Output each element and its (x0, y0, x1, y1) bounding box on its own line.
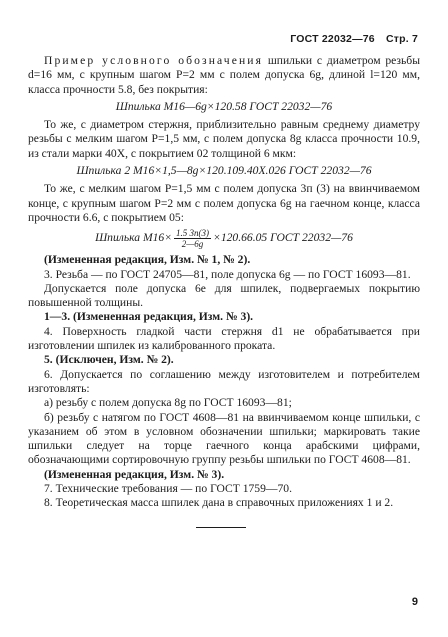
end-rule-divider (196, 527, 246, 528)
page-number: 9 (411, 596, 418, 608)
formula-3 (28, 228, 420, 249)
list-item-a: а) резьбу с полем допуска 8g по ГОСТ 16093—81; (44, 396, 292, 410)
list-item-b: б) резьбу с натягом по ГОСТ 4608—81 на ввинчиваемом конце шпильки, с указанием об этом в условном обозначении шпильки; маркировать такие шпильки следует на торце гаечного конца арабскими цифрами, обозначающими сортировочную группу резьбы шпильки по ГОСТ 4608—81. (28, 410, 420, 467)
amendment-note-3: (Измененная редакция, Изм. № 3). (44, 467, 225, 481)
formula-3-end: ×120.66.05 ГОСТ 22032—76 (213, 231, 353, 245)
formula-1: Шпилька M16—6g×120.58 ГОСТ 22032—76 (115, 99, 333, 113)
amendment-note-2: 1—3. (Измененная редакция, Изм. № 3). (44, 310, 254, 324)
paragraph-3: То же, с мелким шагом P=1,5 мм с полем допуска 3п (3) на ввинчиваемом конце, с крупным шагом P=2 мм с полем допуска 6g на гаечном конце, класса прочности 6.6, с покрытием 05: (28, 182, 420, 224)
paragraph-3-thread: 3. Резьба — по ГОСТ 24705—81, поле допуска 6g — по ГОСТ 16093—81. (44, 267, 411, 281)
body-text (28, 54, 420, 511)
paragraph-6-agreement: 6. Допускается по соглашению между изготовителем и потребителем изготовлять: (28, 367, 420, 395)
example-text: шпильки с диаметром резьбы d=16 мм, с крупным шагом P=2 мм с полем допуска 6g, длиной l=120 мм, класса прочности 5.8, без покрытия: (28, 54, 420, 96)
standard-code: ГОСТ 22032—76 (290, 33, 375, 45)
formula-3-start: Шпилька M16× (95, 231, 173, 245)
thread-fraction (174, 228, 211, 249)
page-label: Стр. 7 (385, 33, 418, 45)
fraction-denominator: 2—6g (181, 239, 204, 250)
paragraph-example (28, 54, 420, 97)
amendment-note-1: (Измененная редакция, Изм. № 1, № 2). (44, 253, 251, 267)
paragraph-8-mass: 8. Теоретическая масса шпилек дана в справочных приложениях 1 и 2. (44, 496, 394, 510)
example-heading: Пример условного обозначения (44, 54, 264, 67)
fraction-numerator: 1.5 3п(3) (176, 228, 210, 239)
formula-2: Шпилька 2 M16×1,5—8g×120.109.40Х.026 ГОСТ 22032—76 (76, 164, 372, 178)
paragraph-5-excluded: 5. (Исключен, Изм. № 2). (44, 353, 174, 367)
paragraph-7-requirements: 7. Технические требования — по ГОСТ 1759—70. (44, 482, 292, 496)
paragraph-4-surface: 4. Поверхность гладкой части стержня d1 не обрабатывается при изготовлении шпилек из калиброванного проката. (28, 324, 420, 353)
page-header (290, 33, 418, 45)
paragraph-tolerance: Допускается поле допуска 6е для шпилек, подвергаемых покрытию повышенной толщины. (28, 281, 420, 310)
paragraph-2: То же, с диаметром стержня, приблизительно равным среднему диаметру резьбы с мелким шагом P=1,5 мм, с полем допуска 8g класса прочности 10.9, из стали марки 40Х, с покрытием 02 толщиной 6 мкм: (28, 118, 420, 160)
